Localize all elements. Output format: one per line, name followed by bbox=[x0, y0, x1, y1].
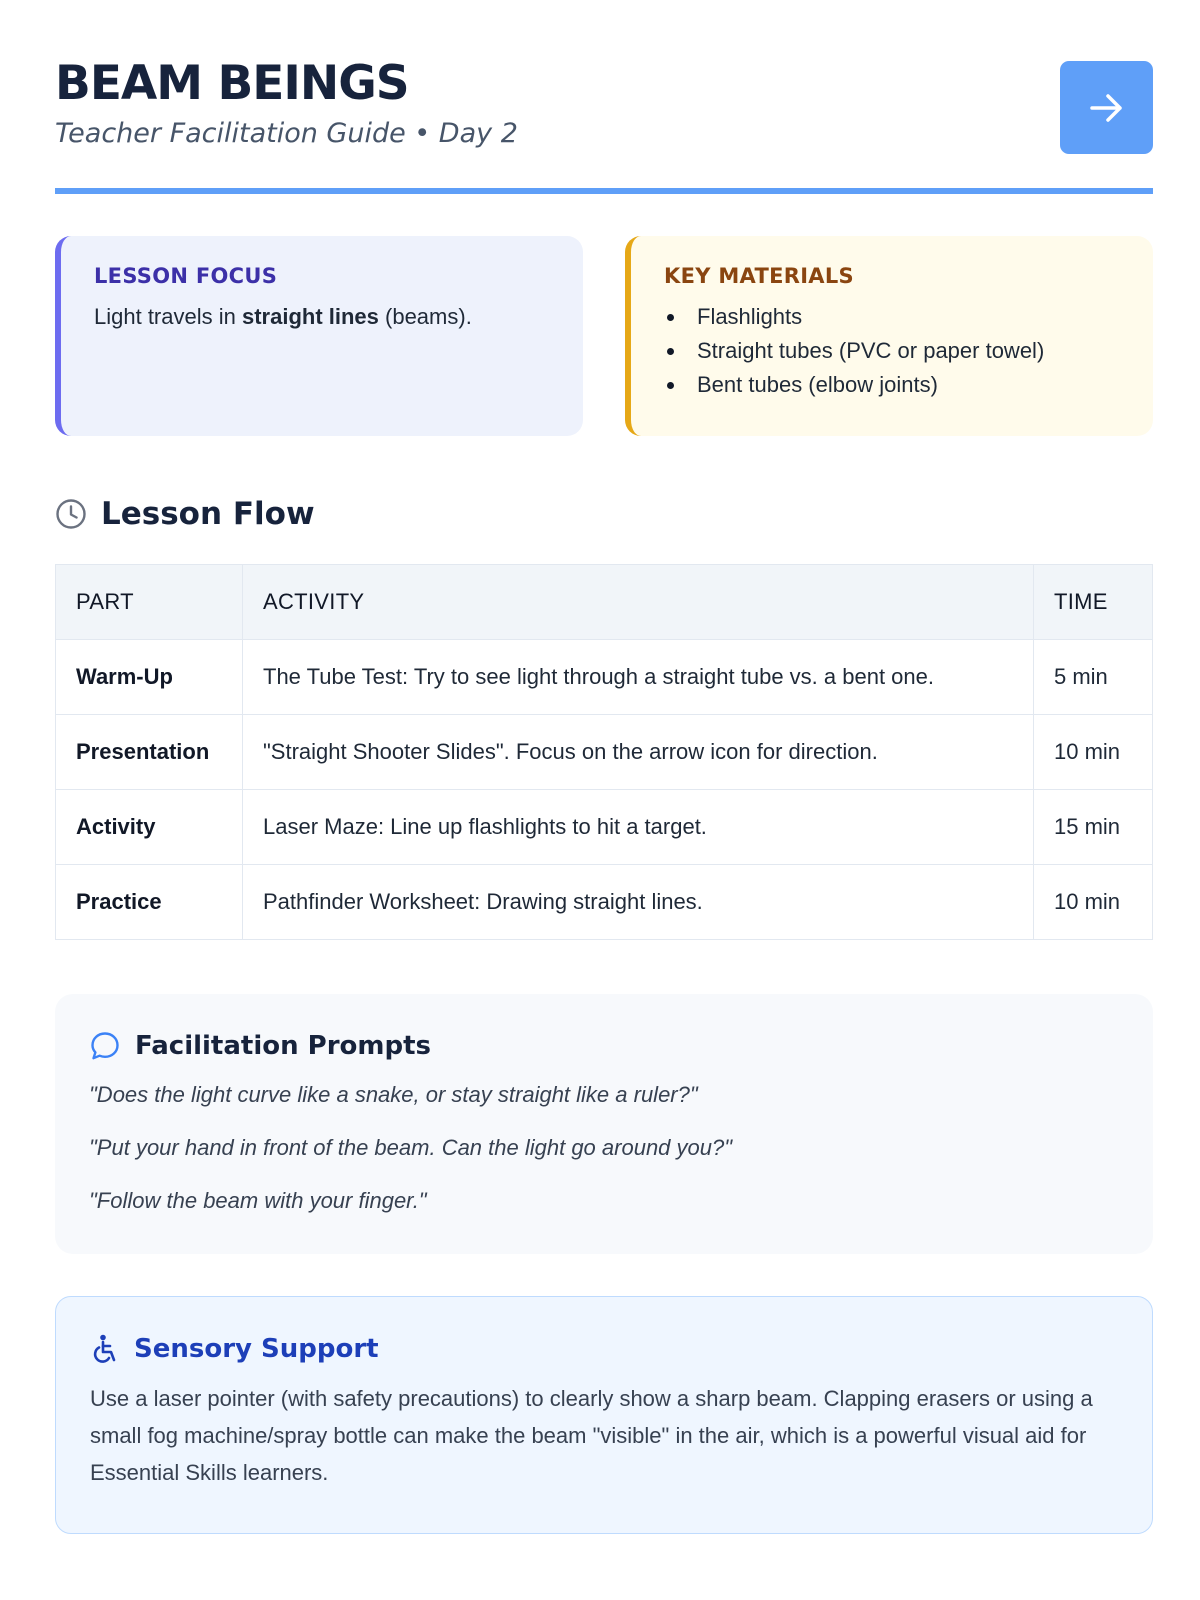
cell-time: 10 min bbox=[1034, 715, 1153, 790]
cell-activity: "Straight Shooter Slides". Focus on the arrow icon for direction. bbox=[243, 715, 1034, 790]
clock-icon bbox=[55, 498, 87, 530]
facilitation-prompts-title: Facilitation Prompts bbox=[135, 1031, 432, 1061]
header-divider bbox=[55, 188, 1153, 194]
lesson-flow-header bbox=[55, 494, 315, 534]
key-materials-heading: KEY MATERIALS bbox=[664, 264, 854, 288]
key-materials-card bbox=[625, 236, 1153, 436]
cell-activity: Pathfinder Worksheet: Drawing straight lines. bbox=[243, 865, 1034, 940]
sensory-support-box bbox=[55, 1296, 1153, 1534]
cell-time: 10 min bbox=[1034, 865, 1153, 940]
sensory-support-title: Sensory Support bbox=[134, 1334, 379, 1364]
cell-time: 5 min bbox=[1034, 640, 1153, 715]
column-header-time: TIME bbox=[1034, 565, 1153, 640]
summary-cards bbox=[55, 236, 1153, 436]
column-header-part: PART bbox=[56, 565, 243, 640]
list-item: Bent tubes (elbow joints) bbox=[664, 368, 1123, 402]
sensory-support-text: Use a laser pointer (with safety precautions) to clearly show a sharp beam. Clapping erasers or using a small fog machine/spray bottle can make the beam "visible" in the air, which is a powerful visual aid for Essential Skills learners. bbox=[90, 1386, 1093, 1485]
lesson-flow-table bbox=[55, 564, 1153, 940]
focus-text-before: Light travels in bbox=[94, 304, 242, 329]
cell-part: Presentation bbox=[56, 715, 243, 790]
focus-text-bold: straight lines bbox=[241, 304, 379, 329]
list-item: Straight tubes (PVC or paper towel) bbox=[664, 334, 1123, 368]
cell-activity: The Tube Test: Try to see light through a straight tube vs. a bent one. bbox=[243, 640, 1034, 715]
accessibility-icon bbox=[90, 1333, 120, 1365]
prompt-item: "Put your hand in front of the beam. Can the light go around you?" bbox=[89, 1135, 733, 1160]
column-header-activity: ACTIVITY bbox=[243, 565, 1034, 640]
cell-time: 15 min bbox=[1034, 790, 1153, 865]
lesson-focus-card bbox=[55, 236, 583, 436]
page-title: BEAM BEINGS bbox=[55, 56, 409, 111]
list-item: Flashlights bbox=[664, 300, 1123, 334]
materials-list bbox=[664, 300, 1123, 402]
lesson-flow-title: Lesson Flow bbox=[101, 496, 315, 532]
next-button[interactable] bbox=[1060, 61, 1153, 154]
page-header bbox=[55, 58, 1153, 194]
cell-part: Warm-Up bbox=[56, 640, 243, 715]
prompt-item: "Does the light curve like a snake, or stay straight like a ruler?" bbox=[89, 1082, 698, 1107]
prompt-item: "Follow the beam with your finger." bbox=[89, 1188, 427, 1213]
table-row bbox=[56, 865, 1153, 940]
cell-part: Practice bbox=[56, 865, 243, 940]
arrow-right-icon bbox=[1086, 87, 1128, 129]
lesson-focus-heading: LESSON FOCUS bbox=[94, 264, 278, 288]
sensory-support-header bbox=[90, 1331, 1118, 1367]
lesson-focus-text bbox=[94, 304, 553, 330]
table-row bbox=[56, 640, 1153, 715]
cell-activity: Laser Maze: Line up flashlights to hit a target. bbox=[243, 790, 1034, 865]
facilitation-prompts-box bbox=[55, 994, 1153, 1254]
cell-part: Activity bbox=[56, 790, 243, 865]
page-subtitle: Teacher Facilitation Guide • Day 2 bbox=[55, 118, 518, 149]
facilitation-prompts-header bbox=[89, 1028, 1119, 1064]
speech-bubble-icon bbox=[89, 1030, 121, 1062]
table-header-row bbox=[56, 565, 1153, 640]
table-row bbox=[56, 790, 1153, 865]
focus-text-after: (beams). bbox=[378, 304, 472, 329]
table-row bbox=[56, 715, 1153, 790]
